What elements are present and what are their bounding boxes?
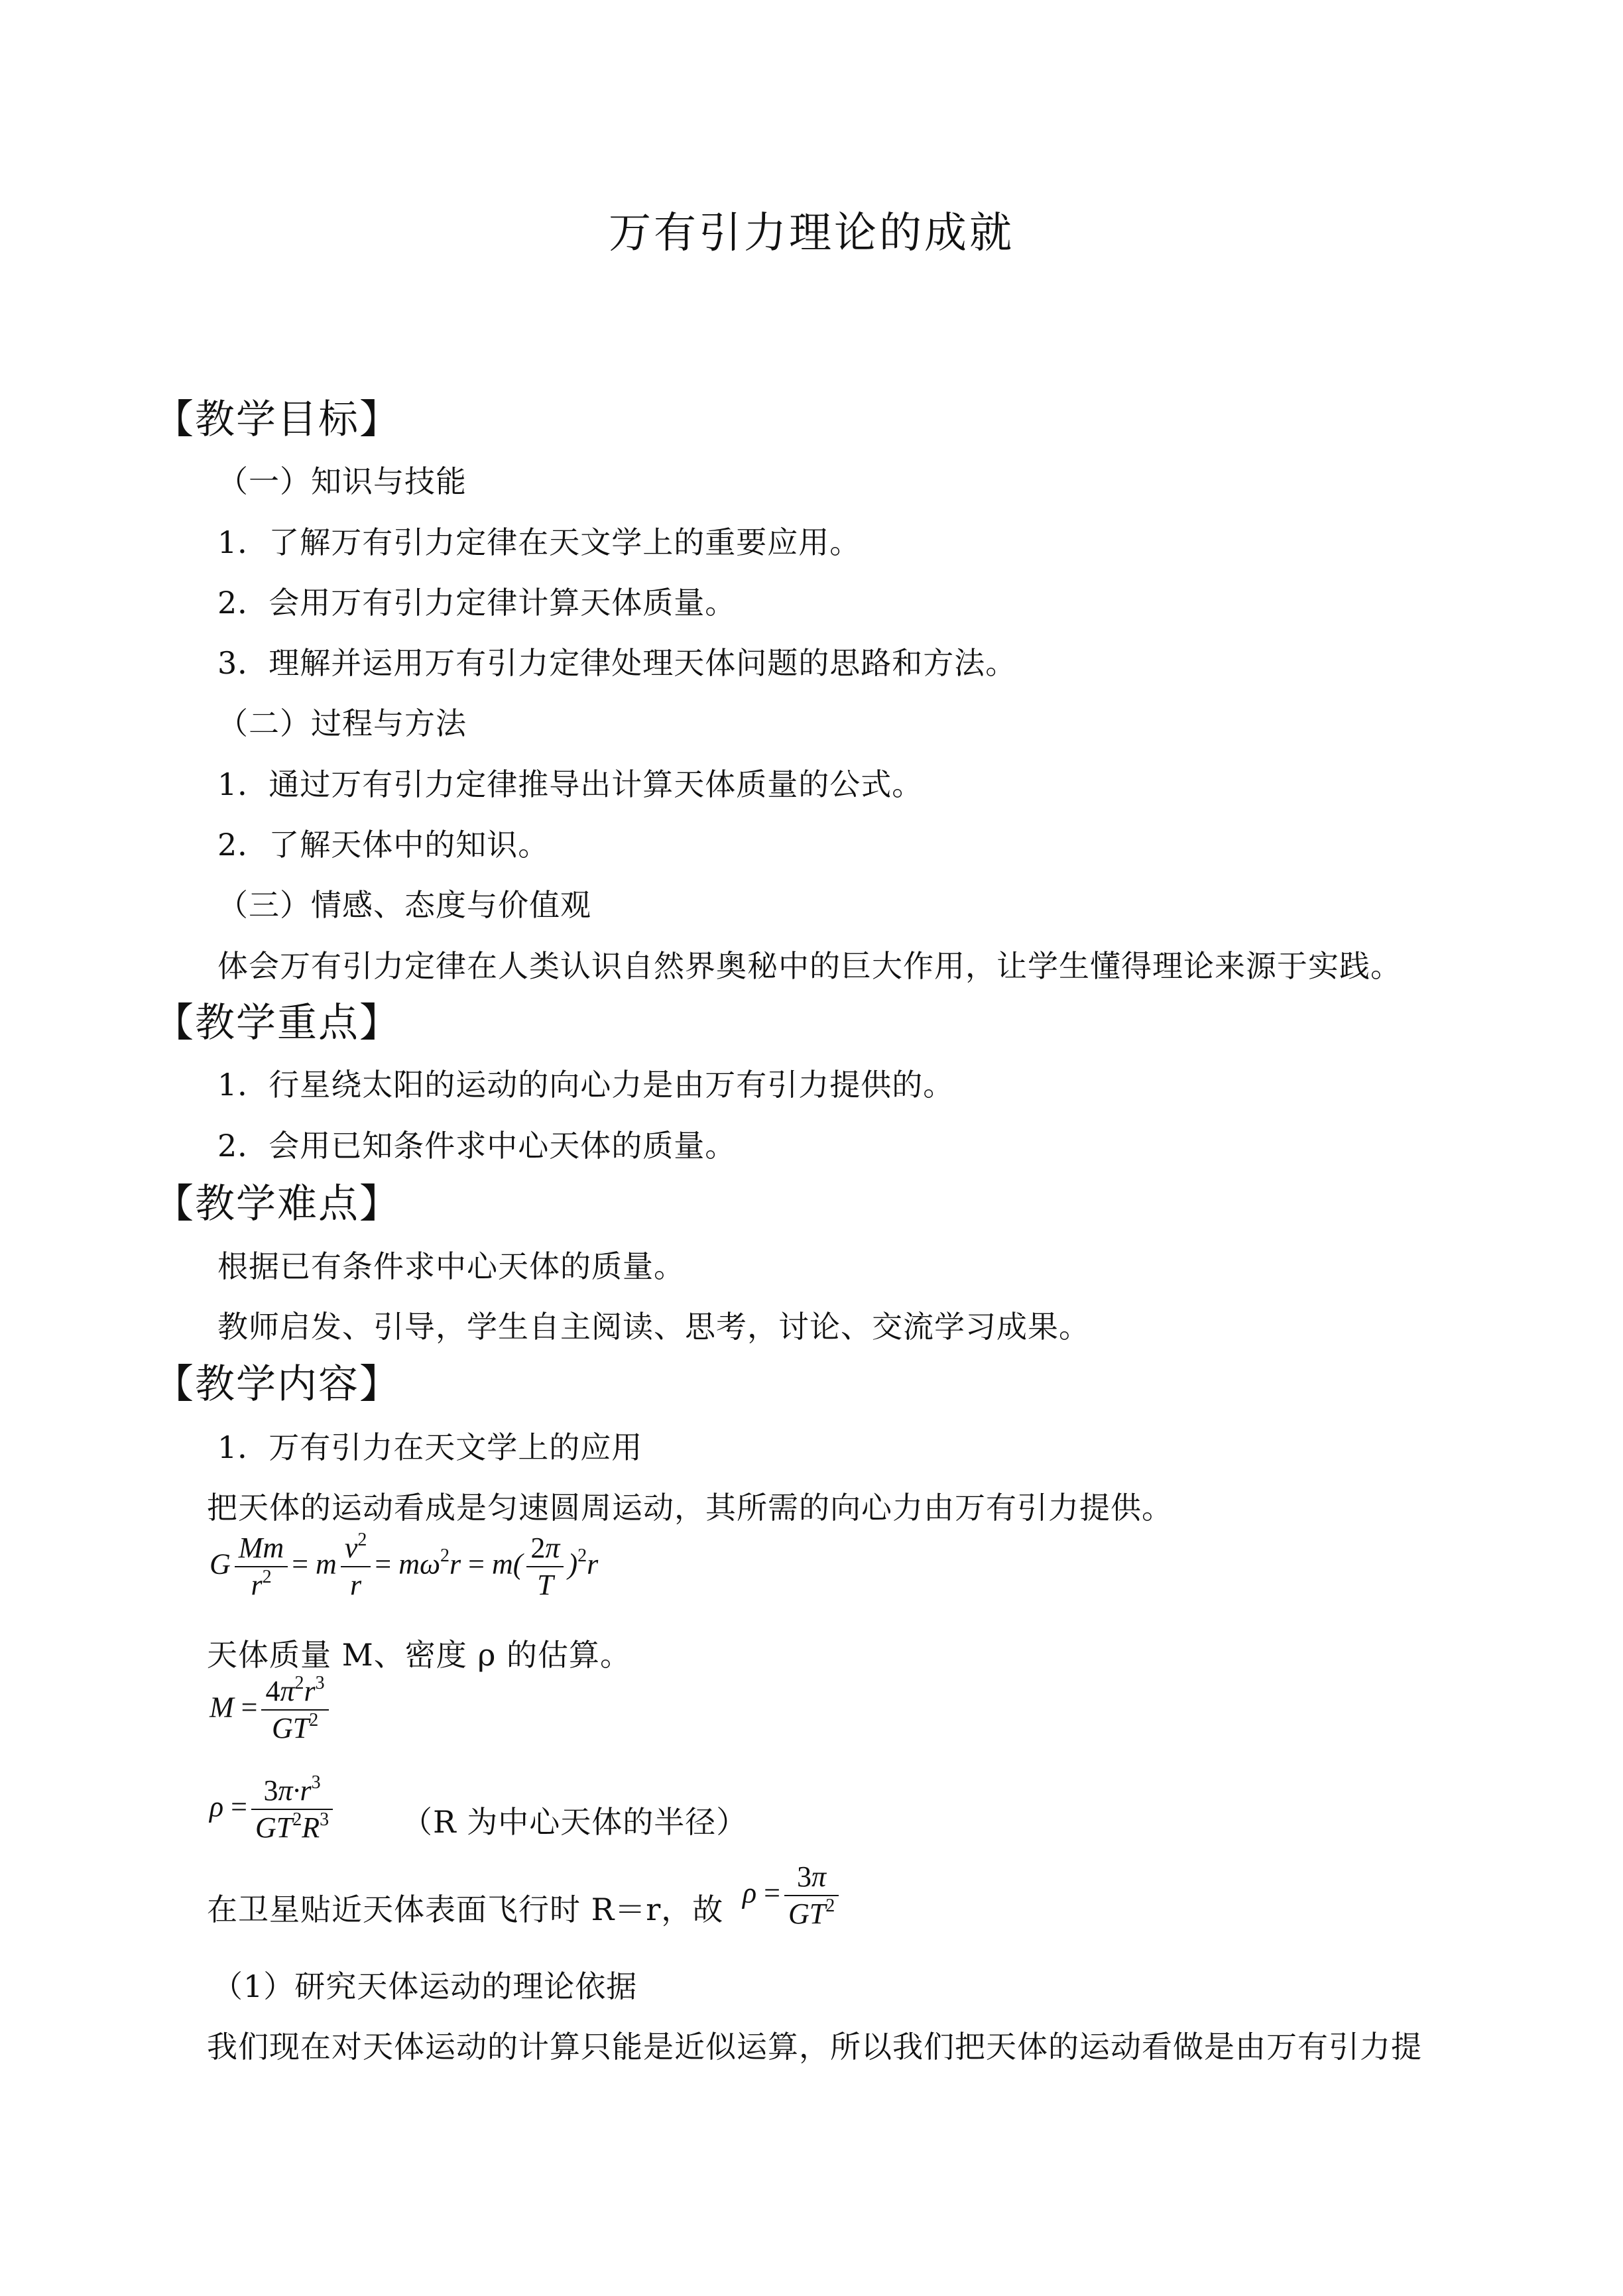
formula-gravitation-centripetal: G $\frac{Mm}{r^2}$ = m $\frac{v^2}{r}$ = $m\omega^2r = m$( $\frac{2\pi}{T}$ )$^2$r — [210, 1530, 599, 1602]
content-paragraph: 我们现在对天体运动的计算只能是近似运算，所以我们把天体的运动看做是由万有引力提 — [207, 2029, 1422, 2065]
keypoint-item: 1．行星绕太阳的运动的向心力是由万有引力提供的。 — [217, 1067, 955, 1103]
objective-item: 3．理解并运用万有引力定律处理天体问题的思路和方法。 — [217, 645, 1017, 681]
objective-item: 2．会用万有引力定律计算天体质量。 — [217, 585, 737, 621]
formula-density: ρ = $\frac{3\pi\cdot r^3}{GT^2R^3}$ — [210, 1776, 337, 1843]
objective-item: 2．了解天体中的知识。 — [217, 827, 550, 863]
subheading-process: （二）过程与方法 — [217, 705, 467, 741]
objective-item: 体会万有引力定律在人类认识自然界奥秘中的巨大作用，让学生懂得理论来源于实践。 — [217, 948, 1402, 984]
content-subheading: （1）研究天体运动的理论依据 — [212, 1968, 638, 2004]
objective-item: 1．了解万有引力定律在天文学上的重要应用。 — [217, 524, 861, 560]
page-title: 万有引力理论的成就 — [609, 209, 1014, 258]
subheading-knowledge: （一）知识与技能 — [217, 463, 467, 499]
formula-density-surface: ρ = $\frac{3\pi}{GT^2}$ — [743, 1862, 843, 1929]
difficulty-item: 教师启发、引导，学生自主阅读、思考，讨论、交流学习成果。 — [217, 1309, 1090, 1345]
section-heading-content: 【教学内容】 — [154, 1361, 400, 1408]
difficulty-item: 根据已有条件求中心天体的质量。 — [217, 1248, 685, 1284]
content-item: 1．万有引力在天文学上的应用 — [217, 1429, 643, 1465]
subheading-values: （三）情感、态度与价值观 — [217, 887, 591, 923]
content-paragraph: 把天体的运动看成是匀速圆周运动，其所需的向心力由万有引力提供。 — [207, 1490, 1173, 1526]
content-paragraph: 天体质量 M、密度 ρ 的估算。 — [207, 1637, 632, 1673]
objective-item: 1．通过万有引力定律推导出计算天体质量的公式。 — [217, 766, 924, 802]
content-paragraph: 在卫星贴近天体表面飞行时 R＝r，故 — [207, 1892, 724, 1927]
formula-note: （R 为中心天体的半径） — [402, 1804, 748, 1840]
keypoint-item: 2．会用已知条件求中心天体的质量。 — [217, 1128, 737, 1164]
section-heading-keypoints: 【教学重点】 — [154, 1000, 400, 1046]
section-heading-objectives: 【教学目标】 — [154, 396, 400, 443]
formula-mass: M = $\frac{4\pi^2r^3}{GT^2}$ — [210, 1676, 333, 1744]
section-heading-difficulties: 【教学难点】 — [154, 1181, 400, 1227]
